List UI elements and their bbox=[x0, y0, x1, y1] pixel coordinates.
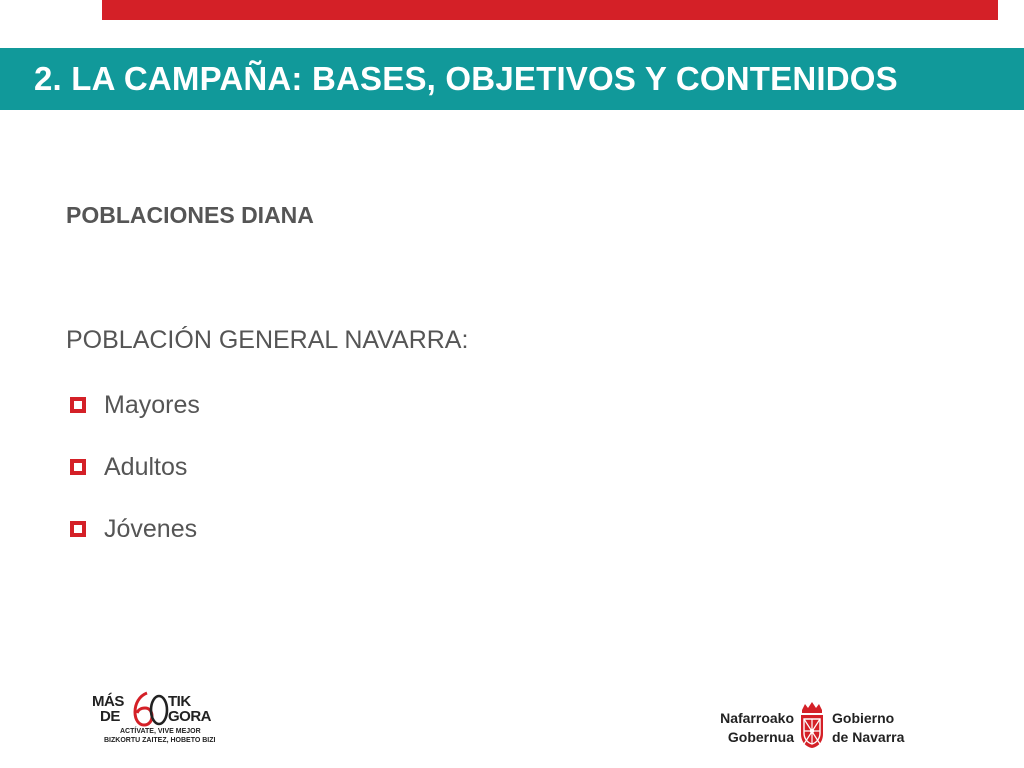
red-square-bullet-icon bbox=[70, 459, 86, 475]
red-square-bullet-icon bbox=[70, 397, 86, 413]
logo-text-gobernua: Gobernua bbox=[727, 729, 794, 745]
logo-text-nafarroako: Nafarroako bbox=[720, 710, 794, 726]
sixty-icon bbox=[130, 690, 170, 728]
group-label: POBLACIÓN GENERAL NAVARRA: bbox=[66, 326, 469, 354]
navarra-coat-of-arms-icon bbox=[798, 698, 826, 750]
list-item bbox=[66, 452, 200, 482]
logo-text-de-navarra: de Navarra bbox=[832, 729, 905, 745]
logo-text-mas: MÁS bbox=[92, 693, 124, 710]
list-item-label: Jóvenes bbox=[104, 514, 198, 543]
logo-text-de: DE bbox=[100, 708, 120, 725]
list-item-label: Adultos bbox=[104, 452, 188, 481]
bullet-list bbox=[66, 390, 200, 576]
red-square-bullet-icon bbox=[70, 521, 86, 537]
logo-tagline-es: ACTÍVATE, VIVE MEJOR bbox=[120, 728, 201, 735]
logo-text-tik: TIK bbox=[168, 693, 191, 710]
subheading: POBLACIONES DIANA bbox=[66, 202, 314, 228]
list-item bbox=[66, 514, 200, 544]
logo-text-gobierno: Gobierno bbox=[832, 710, 895, 726]
top-accent-bar bbox=[102, 0, 998, 20]
slide-title: 2. LA CAMPAÑA: BASES, OBJETIVOS Y CONTENIDOS bbox=[34, 60, 898, 97]
mas-de-60-tik-gora-logo bbox=[86, 690, 226, 750]
gobierno-de-navarra-logo bbox=[708, 696, 918, 752]
title-band bbox=[0, 48, 1024, 110]
list-item bbox=[66, 390, 200, 420]
list-item-label: Mayores bbox=[104, 390, 200, 419]
logo-text-gora: GORA bbox=[168, 708, 211, 725]
logo-tagline-eu: BIZKORTU ZAITEZ, HOBETO BIZI bbox=[104, 737, 216, 744]
